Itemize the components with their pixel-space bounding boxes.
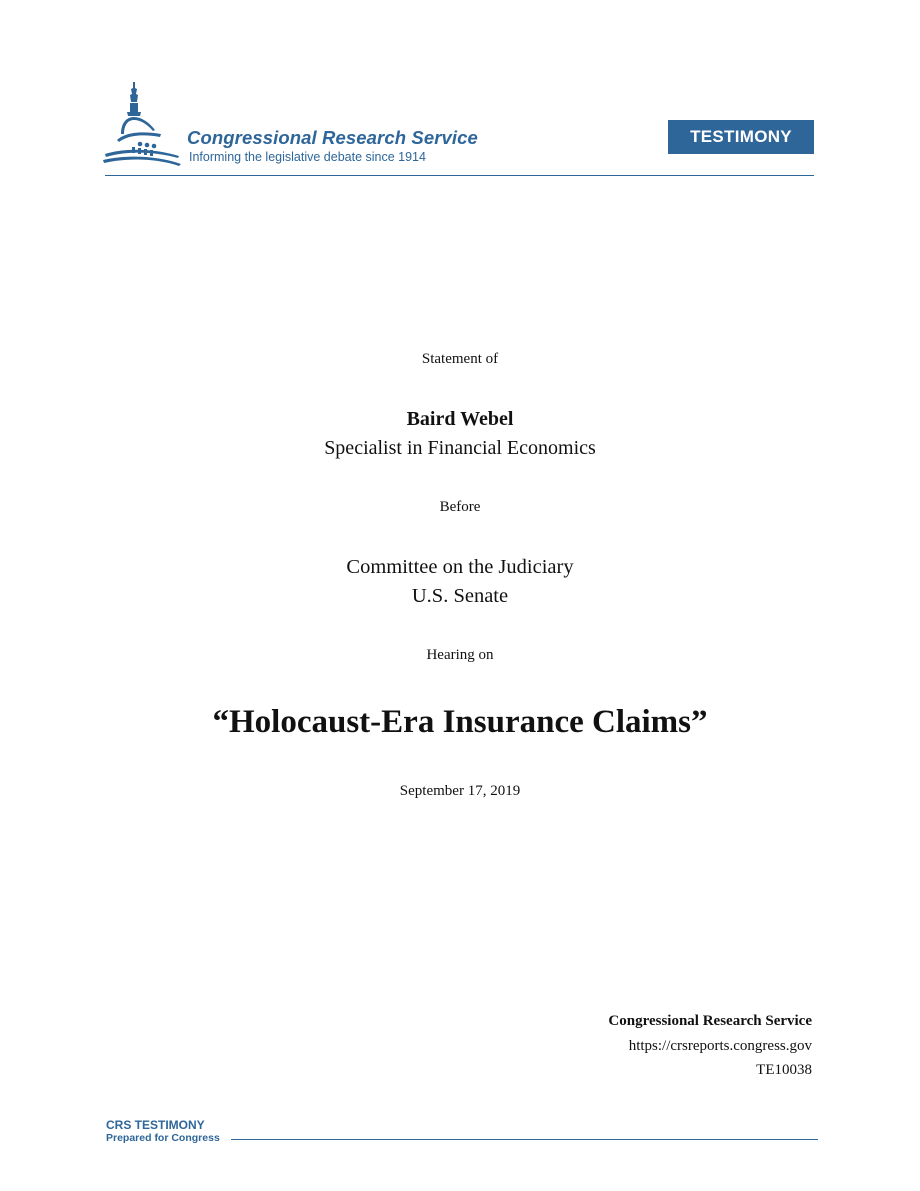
org-name: Congressional Research Service bbox=[187, 127, 478, 148]
hearing-label: Hearing on bbox=[426, 647, 494, 663]
before-label: Before bbox=[439, 499, 481, 515]
hearing-title: “Holocaust-Era Insurance Claims” bbox=[212, 704, 708, 740]
hearing-date: September 17, 2019 bbox=[399, 783, 521, 799]
header-divider bbox=[105, 175, 814, 176]
witness-name: Baird Webel bbox=[406, 408, 514, 430]
capitol-dome-icon bbox=[103, 82, 183, 168]
witness-title: Specialist in Financial Economics bbox=[324, 437, 596, 459]
testimony-badge: TESTIMONY bbox=[668, 120, 814, 154]
statement-intro: Statement of bbox=[421, 351, 499, 367]
org-tagline: Informing the legislative debate since 1914 bbox=[189, 150, 426, 164]
chamber-name: U.S. Senate bbox=[411, 585, 509, 607]
contact-url[interactable]: https://crsreports.congress.gov bbox=[628, 1038, 812, 1054]
footer-divider bbox=[231, 1139, 818, 1140]
report-number: TE10038 bbox=[756, 1062, 812, 1078]
footer-subtitle: Prepared for Congress bbox=[106, 1132, 220, 1144]
committee-name: Committee on the Judiciary bbox=[346, 556, 574, 578]
footer-title: CRS TESTIMONY bbox=[106, 1118, 205, 1132]
contact-org: Congressional Research Service bbox=[608, 1013, 812, 1029]
